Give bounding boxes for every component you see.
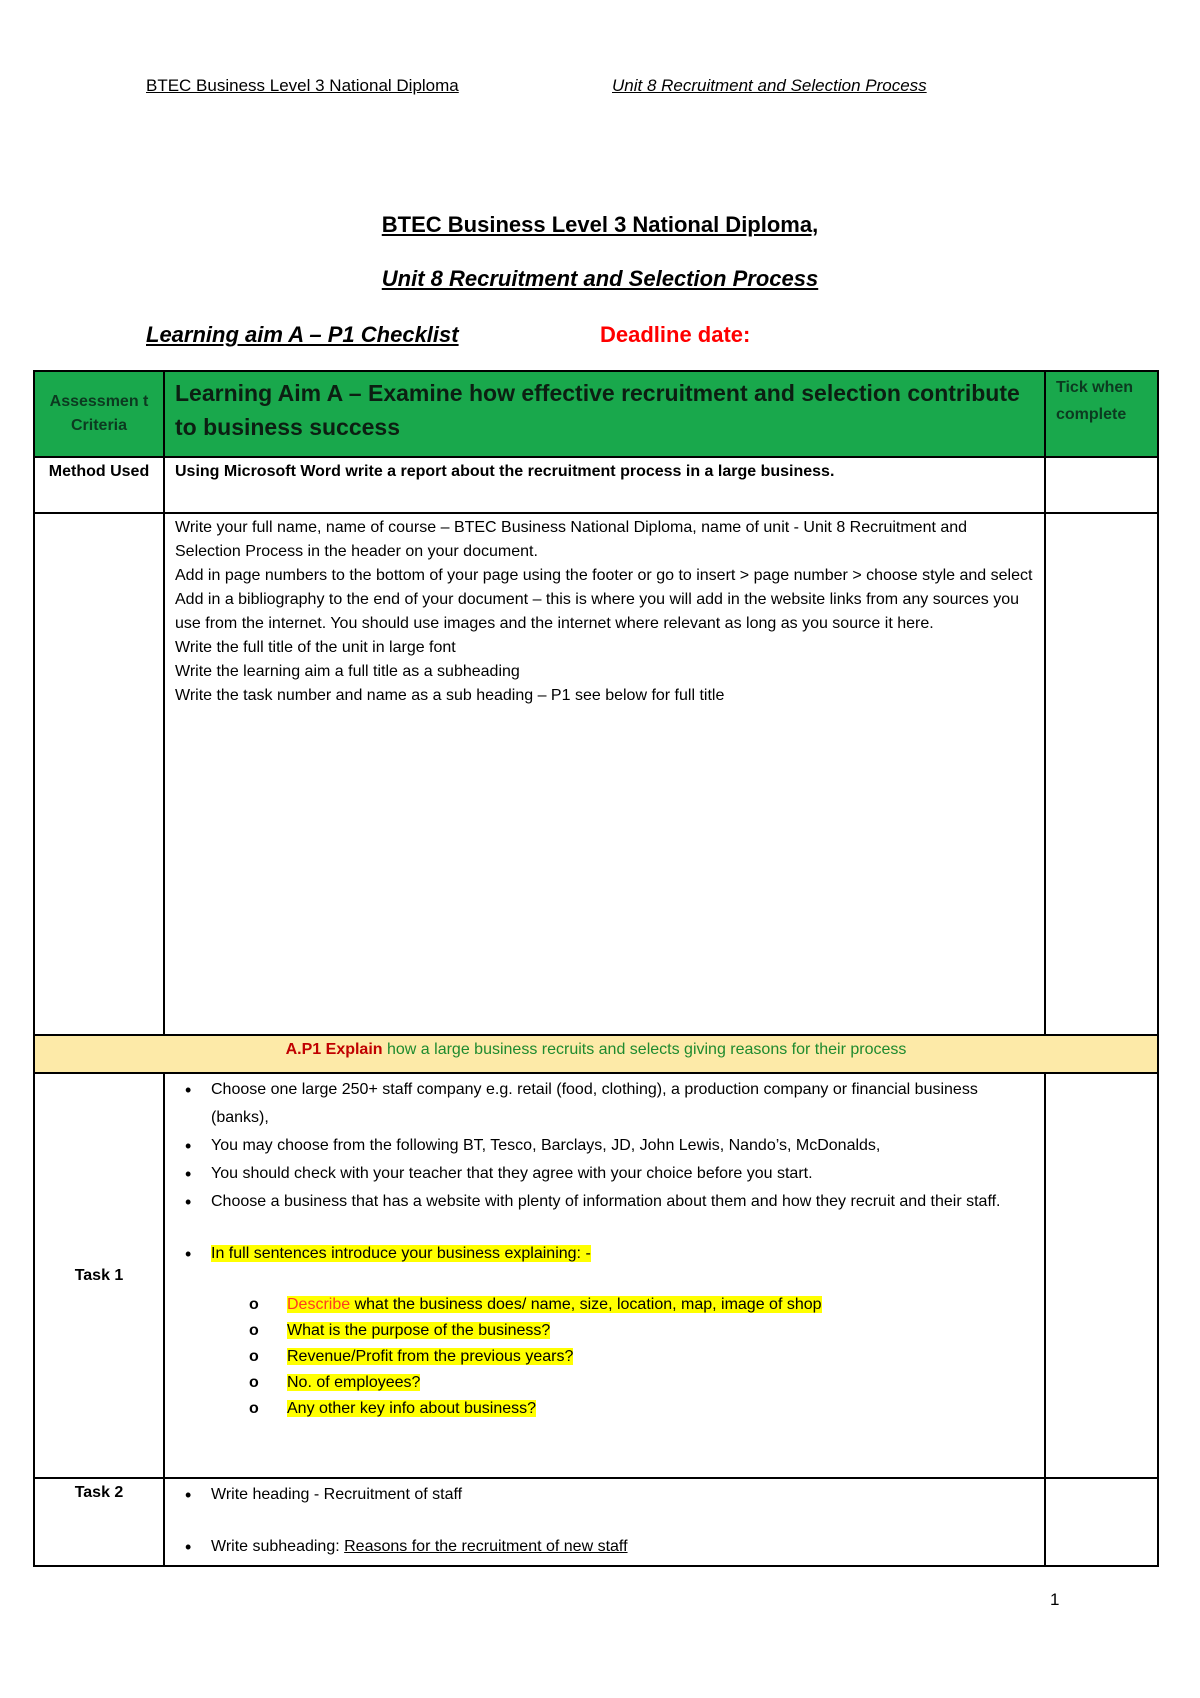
tick-header: Tick when complete <box>1045 371 1158 457</box>
task1-highlight-list <box>175 1240 1034 1268</box>
sub-item-text: Any other key info about business? <box>287 1400 537 1417</box>
sub-list-item <box>175 1370 1034 1396</box>
instructions-label-cell <box>34 513 164 1035</box>
sub-list-item <box>175 1396 1034 1422</box>
tick-cell-method[interactable] <box>1045 457 1158 513</box>
learning-aim-header: Learning Aim A – Examine how effective recruitment and selection contribute to business success <box>164 371 1045 457</box>
task1-row <box>34 1073 1158 1478</box>
sub-list-item <box>175 1318 1034 1344</box>
list-item: • You should check with your teacher that they agree with your choice before you start. <box>175 1160 1034 1188</box>
instructions-row <box>34 513 1158 1035</box>
subheading-prefix: Write subheading: <box>211 1538 340 1555</box>
instruction-line: Write the learning aim a full title as a subheading <box>175 663 520 680</box>
method-row <box>34 457 1158 513</box>
sub-item-text: what the business does/ name, size, location, map, image of shop <box>354 1296 822 1313</box>
tick-cell-task1[interactable] <box>1045 1073 1158 1478</box>
header-course-title: BTEC Business Level 3 National Diploma <box>146 76 459 95</box>
sub-bullet-marker: o <box>249 1400 259 1417</box>
sub-bullet-marker: o <box>249 1322 259 1339</box>
instruction-line: Write your full name, name of course – BTEC Business National Diploma, name of unit - Unit 8 Recruitment and Selection Process in the header on your document. <box>175 519 968 560</box>
criterion-command-word: Explain <box>325 1041 383 1058</box>
instruction-line: Add in a bibliography to the end of your document – this is where you will add in the website links from any sources you use from the internet. You should use images and the internet where relevant as long as you source it here. <box>175 591 1020 632</box>
list-item-highlighted <box>175 1240 1034 1268</box>
document-title: BTEC Business Level 3 National Diploma, <box>381 212 819 237</box>
list-item: • Choose a business that has a website with plenty of information about them and how they recruit and their staff. <box>175 1188 1034 1216</box>
subheading-title: Reasons for the recruitment of new staff <box>344 1538 628 1555</box>
task1-content <box>164 1073 1045 1478</box>
sub-bullet-marker: o <box>249 1348 259 1365</box>
running-header <box>146 76 1006 100</box>
sub-item-text: What is the purpose of the business? <box>287 1322 551 1339</box>
criterion-band <box>34 1035 1158 1073</box>
document-subtitle: Unit 8 Recruitment and Selection Process <box>381 266 819 291</box>
list-item: • You may choose from the following BT, Tesco, Barclays, JD, John Lewis, Nando’s, McDonalds, <box>175 1132 1034 1160</box>
instructions-cell <box>164 513 1045 1035</box>
sub-bullet-marker: o <box>249 1374 259 1391</box>
task2-label: Task 2 <box>34 1478 164 1566</box>
method-text: Using Microsoft Word write a report about the recruitment process in a large business. <box>164 457 1045 513</box>
tick-cell-task2[interactable] <box>1045 1478 1158 1566</box>
checklist-title: Learning aim A – P1 Checklist <box>146 322 459 347</box>
describe-keyword: Describe <box>287 1296 351 1313</box>
task2-content <box>164 1478 1045 1566</box>
list-item <box>175 1533 1034 1561</box>
deadline-label: Deadline date: <box>600 322 751 347</box>
sub-item-text: Revenue/Profit from the previous years? <box>287 1348 574 1365</box>
task2-row <box>34 1478 1158 1566</box>
sub-item-text: No. of employees? <box>287 1374 421 1391</box>
method-label: Method Used <box>34 457 164 513</box>
instruction-line: Add in page numbers to the bottom of your page using the footer or go to insert > page number > choose style and select <box>175 567 1033 584</box>
criterion-text: how a large business recruits and selects giving reasons for their process <box>387 1041 907 1058</box>
highlighted-instruction: In full sentences introduce your business explaining: - <box>211 1245 591 1262</box>
instruction-line: Write the full title of the unit in large font <box>175 639 456 656</box>
task2-bullet-list <box>175 1481 1034 1561</box>
list-item: • Write heading - Recruitment of staff <box>175 1481 1034 1509</box>
criteria-header: Assessmen t Criteria <box>34 371 164 457</box>
instruction-line: Write the task number and name as a sub heading – P1 see below for full title <box>175 687 725 704</box>
task1-label: Task 1 <box>34 1073 164 1478</box>
tick-cell-instructions[interactable] <box>1045 513 1158 1035</box>
checklist-line <box>146 322 751 348</box>
task1-bullet-list <box>175 1076 1034 1216</box>
sub-bullet-marker: o <box>249 1296 259 1313</box>
checklist-table <box>33 370 1159 1567</box>
page-number: 1 <box>1050 1590 1060 1609</box>
sub-list-item <box>175 1292 1034 1318</box>
sub-list-item <box>175 1344 1034 1370</box>
list-item: • Choose one large 250+ staff company e.g. retail (food, clothing), a production company or financial business (banks), <box>175 1076 1034 1132</box>
header-unit-title: Unit 8 Recruitment and Selection Process <box>612 76 927 95</box>
criterion-code: A.P1 <box>285 1041 322 1058</box>
table-header-row <box>34 371 1158 457</box>
task1-sub-list <box>175 1292 1034 1422</box>
criterion-band-row <box>34 1035 1158 1073</box>
